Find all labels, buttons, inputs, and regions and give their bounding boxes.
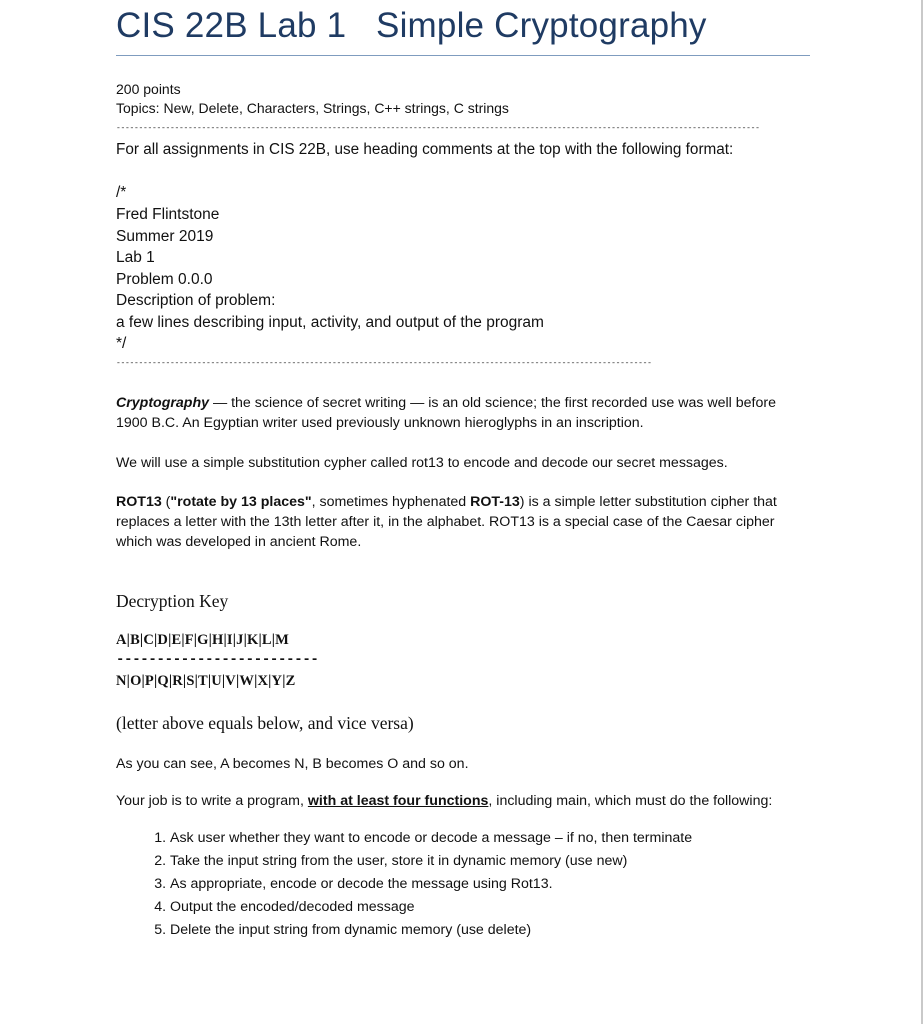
heading-problem: Problem 0.0.0 <box>116 271 213 288</box>
rot13-usage-paragraph: We will use a simple substitution cypher called rot13 to encode and decode our secret messages. <box>116 455 728 471</box>
rot13-text-1: ( <box>161 494 171 510</box>
cryptography-text: — the science of secret writing — is an old science; the first recorded use was well before 1900 B.C. An Egyptian writer used previously unknown hieroglyphs in an inscription. <box>116 395 776 431</box>
separator-line: ----------------------------------------------------------------------------------------------------------------------------------------------- <box>116 124 760 133</box>
heading-instructions-intro: For all assignments in CIS 22B, use heading comments at the top with the following format: <box>116 141 734 158</box>
rot13-hyphenated: ROT-13 <box>470 494 520 510</box>
key-row-bottom: N|O|P|Q|R|S|T|U|V|W|X|Y|Z <box>116 673 296 689</box>
rot13-meaning: "rotate by 13 places" <box>170 494 312 510</box>
list-item: 5. Delete the input string from dynamic memory (use delete) <box>170 919 810 942</box>
page-title: CIS 22B Lab 1 Simple Cryptography <box>116 6 707 45</box>
decryption-key-heading: Decryption Key <box>116 591 229 611</box>
rot13-term: ROT13 <box>116 494 162 510</box>
heading-term: Summer 2019 <box>116 228 214 245</box>
cryptography-term: Cryptography <box>116 395 210 411</box>
job-line <box>116 793 772 809</box>
job-emphasis: with at least four functions <box>307 793 489 809</box>
heading-description-text: a few lines describing input, activity, and output of the program <box>116 314 544 331</box>
topics-line: Topics: New, Delete, Characters, Strings, C++ strings, C strings <box>116 100 509 116</box>
rot13-text-2: , sometimes hyphenated <box>311 494 471 510</box>
heading-name: Fred Flintstone <box>116 206 220 223</box>
comment-open: /* <box>116 184 127 201</box>
key-row-divider: ------------------------- <box>116 652 319 668</box>
list-item: 2. Take the input string from the user, store it in dynamic memory (use new) <box>170 850 810 873</box>
explanation-line: As you can see, A becomes N, B becomes O and so on. <box>116 756 469 772</box>
list-item: 3. As appropriate, encode or decode the message using Rot13. <box>170 873 810 896</box>
points-line: 200 points <box>116 81 181 97</box>
heading-description-label: Description of problem: <box>116 292 276 309</box>
requirements-list <box>140 827 810 942</box>
list-item: 1. Ask user whether they want to encode or decode a message – if no, then terminate <box>170 827 810 850</box>
separator-line-short: ----------------------------------------------------------------------------------------------------------------------- <box>116 359 652 368</box>
key-note: (letter above equals below, and vice versa) <box>116 713 414 733</box>
title-underline <box>116 55 810 56</box>
heading-lab: Lab 1 <box>116 249 155 266</box>
comment-close: */ <box>116 335 127 352</box>
key-row-top: A|B|C|D|E|F|G|H|I|J|K|L|M <box>116 632 290 648</box>
cryptography-paragraph <box>116 393 810 433</box>
list-item: 4. Output the encoded/decoded message <box>170 896 810 919</box>
job-prefix: Your job is to write a program, <box>116 793 308 809</box>
rot13-definition-paragraph <box>116 492 810 552</box>
job-suffix: , including main, which must do the following: <box>488 793 773 809</box>
rot13-text-3: ) is a simple letter substitution cipher that replaces a letter with the 13th letter after it, in the alphabet. ROT13 is a special case of the Caesar cipher which was developed in ancient Rome. <box>116 494 777 550</box>
